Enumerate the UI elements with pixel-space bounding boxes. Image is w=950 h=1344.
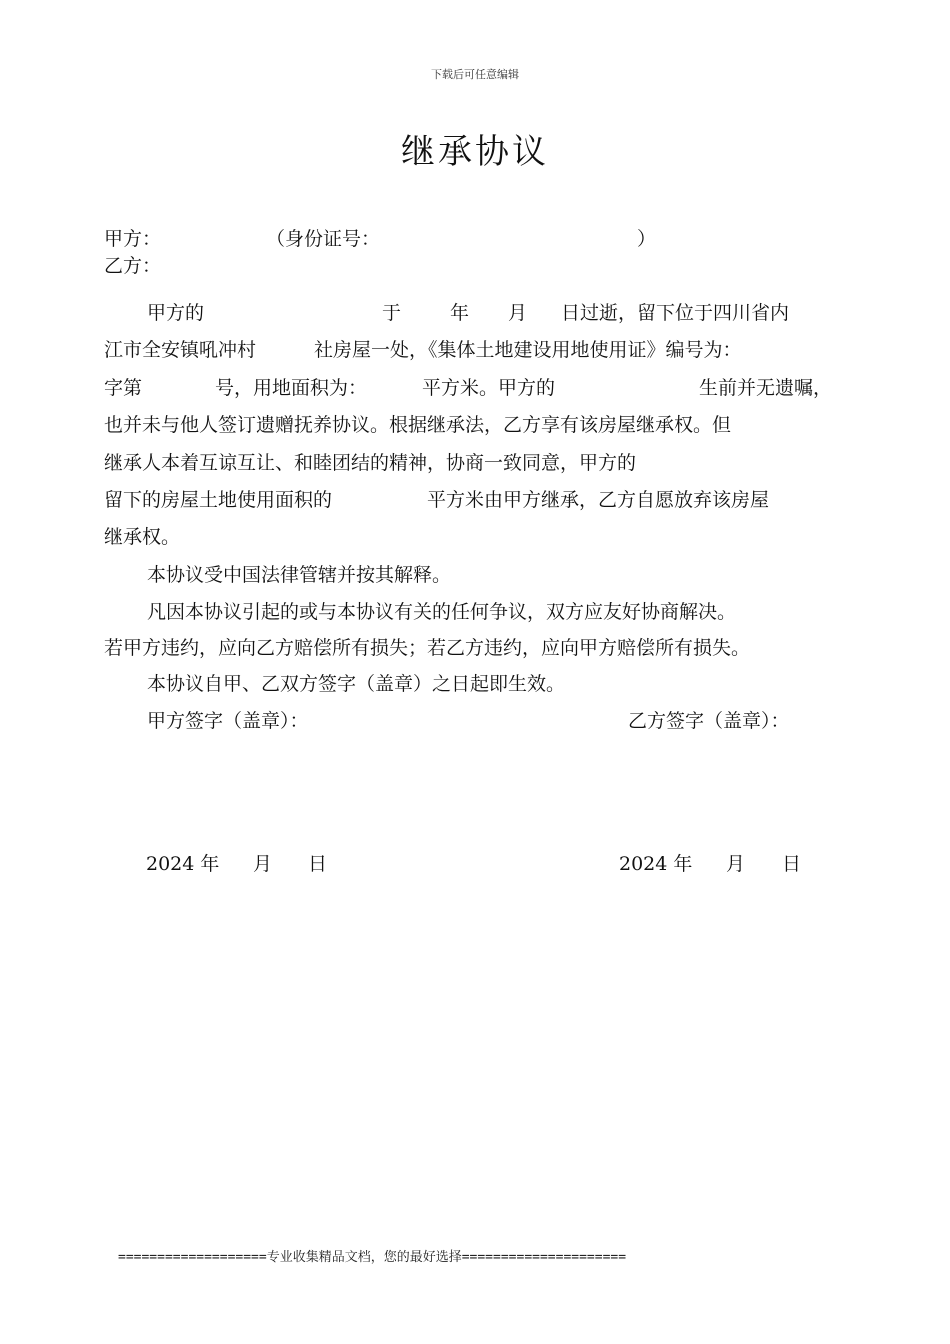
body-text: 本协议受中国法律管辖并按其解释。 — [147, 564, 452, 586]
body-text: 社房屋一处，《集体土地建设用地使用证》编号为： — [314, 339, 742, 361]
body-text: 甲方的 — [147, 302, 205, 324]
party-a-sign-year: 2024 年 — [146, 853, 220, 875]
body-text: 也并未与他人签订遗赠抚养协议。根据继承法，乙方享有该房屋继承权。但 — [104, 414, 732, 436]
party-b-signature-label: 乙方签字（盖章）： — [628, 710, 790, 732]
id-number-close: ） — [637, 228, 657, 250]
body-text: 继承人本着互谅互让、和睦团结的精神，协商一致同意，甲方的 — [104, 452, 637, 474]
header-note: 下载后可任意编辑 — [431, 68, 519, 81]
body-text: 平方米。甲方的 — [422, 377, 556, 399]
footer-note: ===================专业收集精品文档，您的最好选择===================== — [118, 1250, 627, 1265]
id-number-label: （身份证号： — [266, 228, 381, 250]
body-text: 若甲方违约，应向乙方赔偿所有损失；若乙方违约，应向甲方赔偿所有损失。 — [104, 637, 751, 659]
party-a-signature-label: 甲方签字（盖章）： — [147, 710, 309, 732]
body-text: 号，用地面积为： — [215, 377, 368, 399]
party-b-sign-month: 月 — [726, 853, 746, 875]
body-text: 留下的房屋土地使用面积的 — [104, 489, 333, 511]
party-b-label: 乙方： — [104, 255, 162, 277]
body-text: 字第 — [104, 377, 143, 399]
body-text: 江市全安镇吼冲村 — [104, 339, 257, 361]
document-title: 继承协议 — [401, 132, 549, 172]
party-a-label: 甲方： — [104, 228, 162, 250]
party-b-sign-year: 2024 年 — [619, 853, 693, 875]
party-b-sign-day: 日 — [782, 853, 802, 875]
body-text: 生前并无遗嘱， — [699, 377, 833, 399]
party-a-sign-day: 日 — [308, 853, 328, 875]
body-text: 日过逝，留下位于四川省内 — [561, 302, 790, 324]
body-text: 于 — [382, 302, 402, 324]
body-text: 月 — [508, 302, 528, 324]
body-text: 凡因本协议引起的或与本协议有关的任何争议，双方应友好协商解决。 — [147, 601, 737, 623]
body-text: 继承权。 — [104, 526, 181, 548]
party-a-sign-month: 月 — [253, 853, 273, 875]
body-text: 本协议自甲、乙双方签字（盖章）之日起即生效。 — [147, 673, 566, 695]
body-text: 年 — [450, 302, 470, 324]
body-text: 平方米由甲方继承，乙方自愿放弃该房屋 — [427, 489, 770, 511]
